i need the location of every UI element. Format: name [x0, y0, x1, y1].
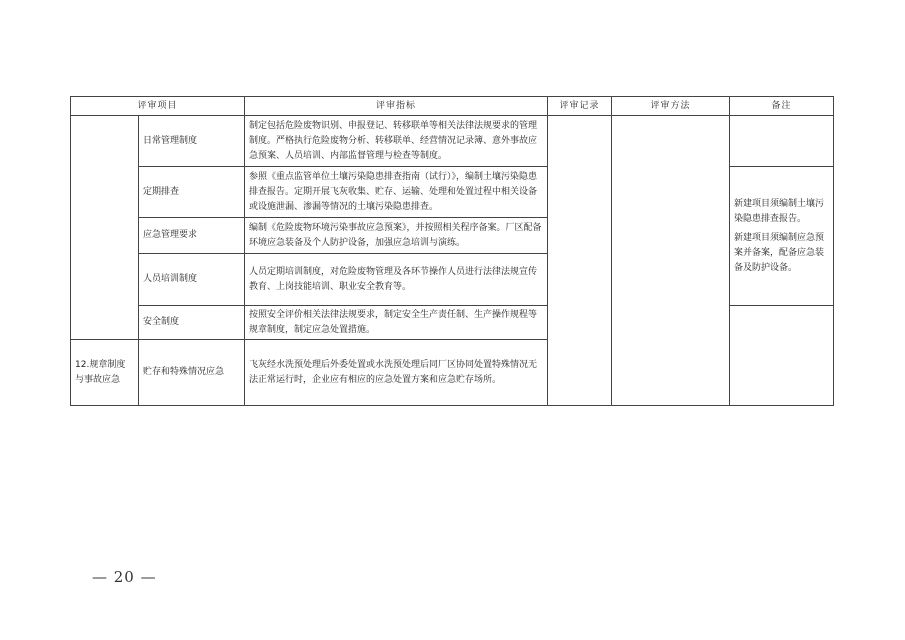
indicator-cell: 编制《危险废物环境污染事故应急预案》，并按照相关程序备案。厂区配备环境应急装备及个人防护设备，加强应急培训与演练。	[245, 218, 548, 254]
item-cell: 贮存和特殊情况应急	[139, 340, 245, 406]
item-cell: 定期排查	[139, 167, 245, 218]
item-cell: 应急管理要求	[139, 218, 245, 254]
table-header-row	[71, 97, 834, 116]
item-cell: 安全制度	[139, 306, 245, 340]
notes-cell	[730, 167, 834, 306]
indicator-cell: 按照安全评价相关法律法规要求，制定安全生产责任制、生产操作规程等规章制度，制定应急处置措施。	[245, 306, 548, 340]
review-method-cell	[612, 116, 730, 406]
header-review-indicator: 评审指标	[245, 97, 548, 116]
indicator-cell: 制定包括危险废物识别、申报登记、转移联单等相关法律法规要求的管理制度。严格执行危险废物分析、转移联单、经营情况记录簿、意外事故应急预案、人员培训、内部监督管理与检查等制度。	[245, 116, 548, 167]
page-number: — 20 —	[92, 568, 157, 586]
header-review-item: 评审项目	[71, 97, 245, 116]
item-cell: 人员培训制度	[139, 254, 245, 306]
category-cell: 12.规章制度与事故应急	[71, 340, 139, 406]
indicator-cell: 参照《重点监管单位土壤污染隐患排查指南（试行）》，编制土壤污染隐患排查报告。定期开展飞灰收集、贮存、运输、处理和处置过程中相关设备或设施泄漏、渗漏等情况的土壤污染隐患排查。	[245, 167, 548, 218]
review-table-container	[70, 96, 833, 406]
notes-cell	[730, 116, 834, 167]
category-cell-empty	[71, 116, 139, 340]
review-record-cell	[548, 116, 612, 406]
notes-cell	[730, 306, 834, 406]
table-row	[71, 116, 834, 167]
review-criteria-table	[70, 96, 834, 406]
item-cell: 日常管理制度	[139, 116, 245, 167]
header-review-method: 评审方法	[612, 97, 730, 116]
note-soil-report: 新建项目须编制土壤污染隐患排查报告。	[734, 198, 825, 224]
header-notes: 备注	[730, 97, 834, 116]
indicator-cell: 人员定期培训制度，对危险废物管理及各环节操作人员进行法律法规宣传教育、上岗技能培训、职业安全教育等。	[245, 254, 548, 306]
header-review-record: 评审记录	[548, 97, 612, 116]
indicator-cell: 飞灰经水洗预处理后外委处置或水洗预处理后同厂区协同处置特殊情况无法正常运行时，企业应有相应的应急处置方案和应急贮存场所。	[245, 340, 548, 406]
note-emergency-plan: 新建项目须编制应急预案并备案，配备应急装备及防护设备。	[734, 232, 825, 273]
